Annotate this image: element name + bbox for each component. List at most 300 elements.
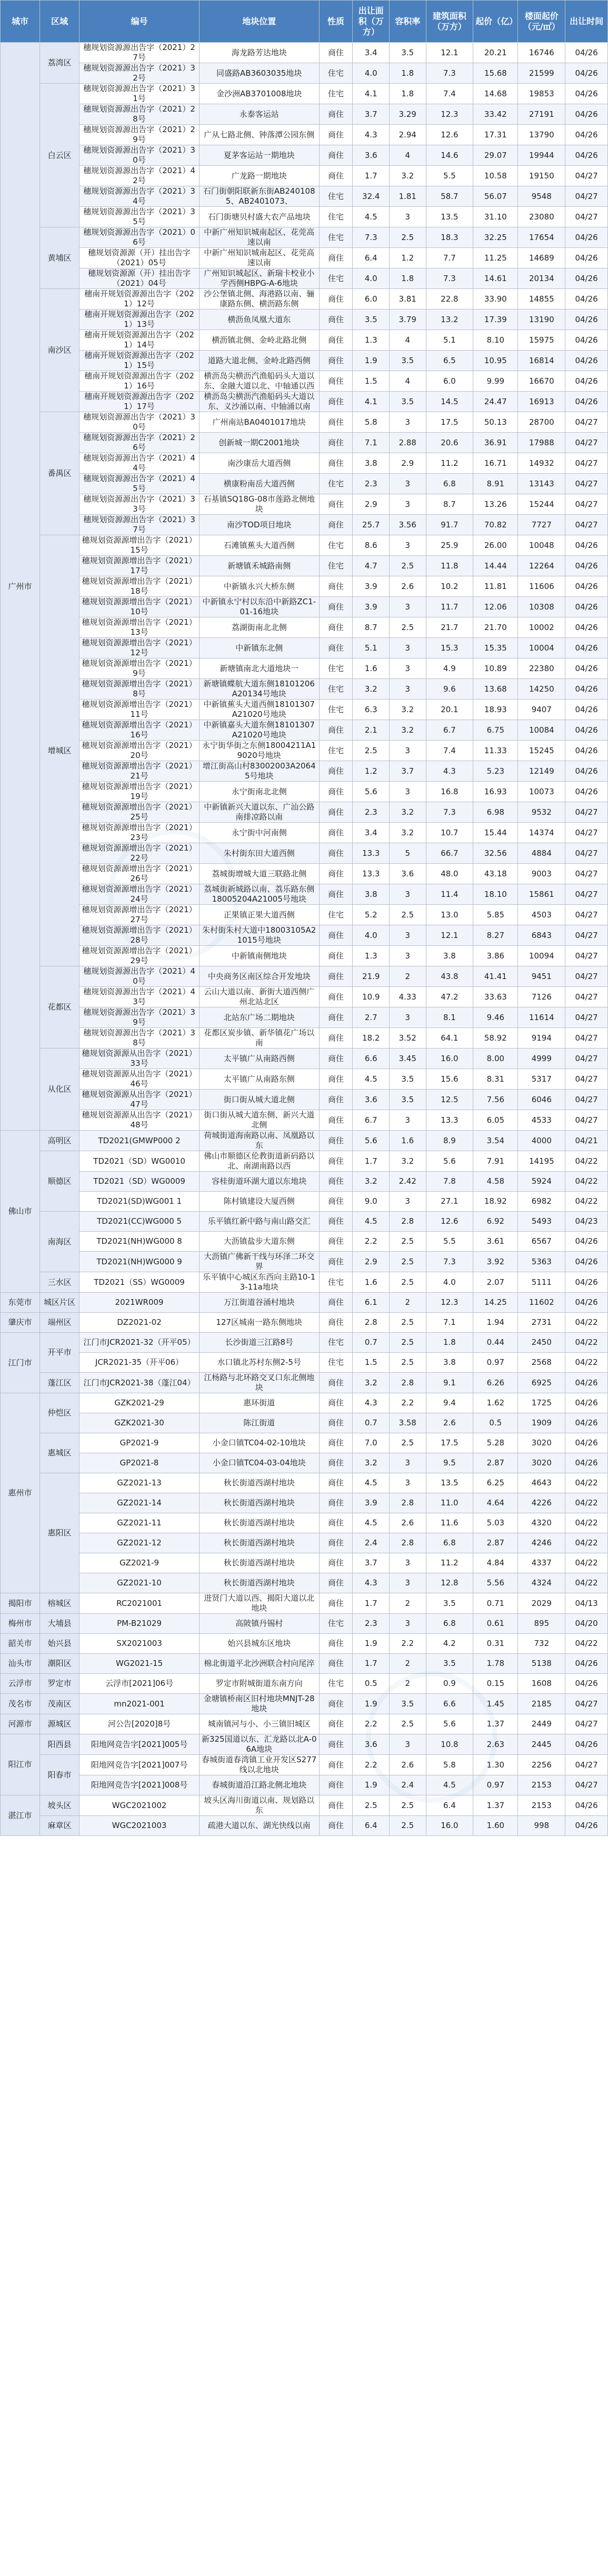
table-row xyxy=(1,1593,608,1614)
start-price-cell: 31.10 xyxy=(473,207,518,227)
city-cell: 广州市 xyxy=(1,43,40,1131)
code-cell: SX2021003 xyxy=(79,1634,200,1654)
far-cell: 2.88 xyxy=(390,433,426,453)
start-price-cell: 17.39 xyxy=(473,309,518,330)
table-row xyxy=(1,289,608,309)
district-cell: 南海区 xyxy=(40,1212,79,1272)
location-cell: 横康粉南岳大道西侧 xyxy=(199,474,319,494)
location-cell: 棉北街道平北沙洲联合村向尾淬 xyxy=(199,1654,319,1674)
date-cell: 04/27 xyxy=(565,946,608,966)
gfa-cell: 25.9 xyxy=(426,535,473,556)
gfa-cell: 12.6 xyxy=(426,125,473,145)
far-cell: 3 xyxy=(390,1734,426,1755)
floor-price-cell: 14374 xyxy=(518,823,565,843)
code-cell: 穗规划资源源出告字（2021）40号 xyxy=(79,966,200,987)
location-cell: 石门街塘贝村盛大农产品地块 xyxy=(199,207,319,227)
floor-price-cell: 16913 xyxy=(518,392,565,412)
table-row xyxy=(1,1131,608,1151)
date-cell: 04/26 xyxy=(565,1373,608,1393)
table-row xyxy=(1,1151,608,1172)
header-location: 地块位置 xyxy=(199,1,319,43)
district-cell: 白云区 xyxy=(40,84,79,227)
date-cell: 04/22 xyxy=(565,1313,608,1333)
type-cell: 商住 xyxy=(319,884,353,905)
floor-price-cell: 2450 xyxy=(518,1333,565,1353)
date-cell: 04/27 xyxy=(565,515,608,535)
table-row xyxy=(1,925,608,946)
date-cell: 04/27 xyxy=(565,494,608,515)
district-cell: 仲恺区 xyxy=(40,1393,79,1433)
date-cell: 04/26 xyxy=(565,638,608,658)
table-row xyxy=(1,268,608,289)
location-cell: 街口街从城大道东侧、新兴大道北侧 xyxy=(199,1110,319,1131)
area-cell: 5.8 xyxy=(353,412,390,433)
district-cell: 增城区 xyxy=(40,535,79,966)
district-cell: 坡头区 xyxy=(40,1795,79,1816)
type-cell: 商住 xyxy=(319,1694,353,1714)
code-cell: 穗规划资源源出告字（2021）34号 xyxy=(79,186,200,207)
start-price-cell: 10.95 xyxy=(473,351,518,371)
gfa-cell: 5.8 xyxy=(426,1755,473,1775)
code-cell: 穗规划资源源从出告字（2021）46号 xyxy=(79,1069,200,1090)
date-cell: 04/13 xyxy=(565,1593,608,1614)
date-cell: 04/22 xyxy=(565,1573,608,1593)
floor-price-cell: 4503 xyxy=(518,905,565,925)
area-cell: 3.5 xyxy=(353,309,390,330)
floor-price-cell: 2185 xyxy=(518,1694,565,1714)
start-price-cell: 4.64 xyxy=(473,1493,518,1513)
far-cell: 2.5 xyxy=(390,1714,426,1734)
table-row xyxy=(1,1090,608,1110)
gfa-cell: 11.7 xyxy=(426,597,473,617)
gfa-cell: 7.8 xyxy=(426,1172,473,1192)
far-cell: 2.5 xyxy=(390,1795,426,1816)
code-cell: 穗规划资源源出告字（2021）28号 xyxy=(79,104,200,125)
type-cell: 商住 xyxy=(319,145,353,166)
date-cell: 04/22 xyxy=(565,1533,608,1553)
code-cell: 穗规划资源源出告字（2021）39号 xyxy=(79,1007,200,1028)
area-cell: 2.2 xyxy=(353,1755,390,1775)
code-cell: 河公告[2020]8号 xyxy=(79,1714,200,1734)
far-cell: 3 xyxy=(390,782,426,802)
code-cell: 穗南开规划资源源出告字（2021）12号 xyxy=(79,289,200,309)
floor-price-cell: 4226 xyxy=(518,1493,565,1513)
start-price-cell: 12.06 xyxy=(473,597,518,617)
table-row xyxy=(1,843,608,864)
location-cell: 水口镇北苏村东侧2-5号 xyxy=(199,1353,319,1373)
table-row xyxy=(1,1293,608,1313)
far-cell: 3 xyxy=(390,474,426,494)
far-cell: 2.8 xyxy=(390,1533,426,1553)
code-cell: 穗规划资源源出告字（2021）42号 xyxy=(79,166,200,186)
gfa-cell: 4.3 xyxy=(426,761,473,782)
table-row xyxy=(1,1069,608,1090)
far-cell: 5 xyxy=(390,843,426,864)
gfa-cell: 12.1 xyxy=(426,925,473,946)
floor-price-cell: 13790 xyxy=(518,125,565,145)
far-cell: 2.8 xyxy=(390,1212,426,1232)
location-cell: 花都区炭步镇、新华镇花广场以南 xyxy=(199,1028,319,1049)
location-cell: 广州南站BA0401017地块 xyxy=(199,412,319,433)
date-cell: 04/26 xyxy=(565,371,608,392)
floor-price-cell: 19944 xyxy=(518,145,565,166)
far-cell: 1.8 xyxy=(390,268,426,289)
table-row xyxy=(1,1795,608,1816)
table-row xyxy=(1,1373,608,1393)
location-cell: 永宁街南北北侧 xyxy=(199,782,319,802)
floor-price-cell: 20134 xyxy=(518,268,565,289)
gfa-cell: 27.1 xyxy=(426,1192,473,1212)
table-row xyxy=(1,864,608,884)
gfa-cell: 5.1 xyxy=(426,330,473,351)
type-cell: 商住 xyxy=(319,1816,353,1836)
area-cell: 7.1 xyxy=(353,433,390,453)
start-price-cell: 6.75 xyxy=(473,720,518,741)
city-cell: 湛江市 xyxy=(1,1795,40,1836)
type-cell: 商住 xyxy=(319,1313,353,1333)
far-cell: 1.2 xyxy=(390,248,426,268)
location-cell: 中新镇蕉头大道西侧18101307A21020号地块 xyxy=(199,700,319,720)
start-price-cell: 9.46 xyxy=(473,1007,518,1028)
code-cell: 穗规划资源源出告字（2021）27号 xyxy=(79,43,200,63)
location-cell: 春城街道春湾镇工业开发区S277线以北地块 xyxy=(199,1755,319,1775)
table-row xyxy=(1,453,608,474)
table-row xyxy=(1,1413,608,1433)
code-cell: TD2021(SD)WG001 1 xyxy=(79,1192,200,1212)
location-cell: 海龙路芳达地块 xyxy=(199,43,319,63)
area-cell: 3.2 xyxy=(353,1453,390,1473)
header-row xyxy=(1,1,608,43)
city-cell: 惠州市 xyxy=(1,1393,40,1593)
area-cell: 6.3 xyxy=(353,700,390,720)
location-cell: 秋长街道西湖村地块 xyxy=(199,1513,319,1533)
district-cell: 茂南区 xyxy=(40,1694,79,1714)
district-cell: 惠城区 xyxy=(40,1433,79,1473)
location-cell: 太平镇广从南路东侧 xyxy=(199,1069,319,1090)
area-cell: 4.5 xyxy=(353,207,390,227)
area-cell: 2.3 xyxy=(353,474,390,494)
gfa-cell: 13.3 xyxy=(426,1110,473,1131)
far-cell: 3.5 xyxy=(390,392,426,412)
code-cell: GZ2021-9 xyxy=(79,1553,200,1573)
area-cell: 1.9 xyxy=(353,351,390,371)
far-cell: 3 xyxy=(390,1614,426,1634)
area-cell: 2.2 xyxy=(353,1232,390,1252)
district-cell: 黄埔区 xyxy=(40,227,79,289)
type-cell: 住宅 xyxy=(319,186,353,207)
table-row xyxy=(1,1513,608,1533)
floor-price-cell: 16746 xyxy=(518,43,565,63)
far-cell: 2 xyxy=(390,966,426,987)
far-cell: 2.8 xyxy=(390,1373,426,1393)
type-cell: 商住 xyxy=(319,1573,353,1593)
far-cell: 2.5 xyxy=(390,1313,426,1333)
location-cell: 127区城南一路东侧地块 xyxy=(199,1313,319,1333)
location-cell: 南沙TOD项目地块 xyxy=(199,515,319,535)
start-price-cell: 8.00 xyxy=(473,1049,518,1069)
area-cell: 13.3 xyxy=(353,843,390,864)
type-cell: 商住 xyxy=(319,987,353,1007)
start-price-cell: 0.31 xyxy=(473,1634,518,1654)
gfa-cell: 5.6 xyxy=(426,1714,473,1734)
start-price-cell: 0.5 xyxy=(473,1413,518,1433)
area-cell: 6.0 xyxy=(353,289,390,309)
district-cell: 荔湾区 xyxy=(40,43,79,84)
type-cell: 商住 xyxy=(319,597,353,617)
table-row xyxy=(1,1816,608,1836)
gfa-cell: 12.3 xyxy=(426,1293,473,1313)
gfa-cell: 18.3 xyxy=(426,227,473,248)
area-cell: 13.3 xyxy=(353,864,390,884)
start-price-cell: 3.61 xyxy=(473,1232,518,1252)
gfa-cell: 7.4 xyxy=(426,84,473,104)
header-type: 性质 xyxy=(319,1,353,43)
area-cell: 0.7 xyxy=(353,1333,390,1353)
table-row xyxy=(1,351,608,371)
area-cell: 1.7 xyxy=(353,1151,390,1172)
area-cell: 3.7 xyxy=(353,104,390,125)
gfa-cell: 47.2 xyxy=(426,987,473,1007)
floor-price-cell: 4533 xyxy=(518,1110,565,1131)
area-cell: 1.2 xyxy=(353,761,390,782)
location-cell: 秋长街道西湖村地块 xyxy=(199,1533,319,1553)
location-cell: 荔湖街南北北侧 xyxy=(199,617,319,638)
area-cell: 6.6 xyxy=(353,1049,390,1069)
location-cell: 北站东广场二期地块 xyxy=(199,1007,319,1028)
table-row xyxy=(1,227,608,248)
header-area: 出让面积（万方） xyxy=(353,1,390,43)
table-row xyxy=(1,597,608,617)
gfa-cell: 17.5 xyxy=(426,412,473,433)
gfa-cell: 12.3 xyxy=(426,104,473,125)
date-cell: 04/26 xyxy=(565,84,608,104)
date-cell: 04/26 xyxy=(565,1413,608,1433)
start-price-cell: 33.42 xyxy=(473,104,518,125)
date-cell: 04/26 xyxy=(565,248,608,268)
location-cell: 疏港大道以东、湖光快线以南 xyxy=(199,1816,319,1836)
far-cell: 3 xyxy=(390,658,426,679)
location-cell: 广从七路北侧、钟落潭公园东侧 xyxy=(199,125,319,145)
code-cell: 穗规划资源源出告字（2021）06号 xyxy=(79,227,200,248)
start-price-cell: 43.18 xyxy=(473,864,518,884)
city-cell: 韶关市 xyxy=(1,1634,40,1654)
floor-price-cell: 5493 xyxy=(518,1212,565,1232)
start-price-cell: 14.44 xyxy=(473,556,518,576)
far-cell: 2.2 xyxy=(390,1634,426,1654)
date-cell: 04/26 xyxy=(565,782,608,802)
location-cell: 罗定市附城街道东南方向 xyxy=(199,1674,319,1694)
type-cell: 商住 xyxy=(319,1453,353,1473)
code-cell: 穗规划资源源增出告字（2021）12号 xyxy=(79,638,200,658)
gfa-cell: 6.5 xyxy=(426,351,473,371)
start-price-cell: 10.58 xyxy=(473,166,518,186)
gfa-cell: 9.6 xyxy=(426,679,473,700)
area-cell: 3.9 xyxy=(353,597,390,617)
start-price-cell: 11.25 xyxy=(473,248,518,268)
code-cell: GZ2021-10 xyxy=(79,1573,200,1593)
gfa-cell: 11.8 xyxy=(426,556,473,576)
date-cell: 04/27 xyxy=(565,453,608,474)
table-row xyxy=(1,1553,608,1573)
date-cell: 04/26 xyxy=(565,1816,608,1836)
far-cell: 3.2 xyxy=(390,700,426,720)
floor-price-cell: 7126 xyxy=(518,987,565,1007)
start-price-cell: 17.31 xyxy=(473,125,518,145)
code-cell: 穗规划资源源增出告字（2021）11号 xyxy=(79,700,200,720)
city-cell: 云浮市 xyxy=(1,1674,40,1694)
far-cell: 3.5 xyxy=(390,43,426,63)
type-cell: 商住 xyxy=(319,1007,353,1028)
area-cell: 1.6 xyxy=(353,658,390,679)
date-cell: 04/22 xyxy=(565,1513,608,1533)
gfa-cell: 43.8 xyxy=(426,966,473,987)
header-far: 容积率 xyxy=(390,1,426,43)
date-cell: 04/26 xyxy=(565,1232,608,1252)
district-cell: 阳春市 xyxy=(40,1755,79,1795)
type-cell: 商住 xyxy=(319,1110,353,1131)
gfa-cell: 64.1 xyxy=(426,1028,473,1049)
gfa-cell: 15.3 xyxy=(426,638,473,658)
floor-price-cell: 16814 xyxy=(518,351,565,371)
header-gfa: 建筑面积（万方） xyxy=(426,1,473,43)
district-cell: 惠阳区 xyxy=(40,1473,79,1593)
date-cell: 04/26 xyxy=(565,1272,608,1293)
start-price-cell: 8.10 xyxy=(473,330,518,351)
far-cell: 3.2 xyxy=(390,1151,426,1172)
gfa-cell: 13.0 xyxy=(426,905,473,925)
start-price-cell: 41.41 xyxy=(473,966,518,987)
code-cell: WG2021-15 xyxy=(79,1654,200,1674)
gfa-cell: 2.6 xyxy=(426,1413,473,1433)
gfa-cell: 4.0 xyxy=(426,1272,473,1293)
start-price-cell: 6.98 xyxy=(473,802,518,823)
district-cell: 蓬江区 xyxy=(40,1373,79,1393)
start-price-cell: 2.87 xyxy=(473,1453,518,1473)
code-cell: TD2021（SS）WG0009 xyxy=(79,1272,200,1293)
date-cell: 04/27 xyxy=(565,1049,608,1069)
code-cell: 穗规划资源源增出告字（2021）28号 xyxy=(79,925,200,946)
far-cell: 3 xyxy=(390,494,426,515)
city-cell: 梅州市 xyxy=(1,1614,40,1634)
type-cell: 商住 xyxy=(319,1090,353,1110)
code-cell: 穗规划资源源增出告字（2021）10号 xyxy=(79,597,200,617)
start-price-cell: 5.23 xyxy=(473,761,518,782)
area-cell: 3.4 xyxy=(353,43,390,63)
far-cell: 3.5 xyxy=(390,351,426,371)
code-cell: 穗规划资源源增出告字（2021）21号 xyxy=(79,761,200,782)
date-cell: 04/26 xyxy=(565,741,608,761)
date-cell: 04/26 xyxy=(565,1433,608,1453)
table-body xyxy=(1,43,608,1836)
far-cell: 2.5 xyxy=(390,617,426,638)
location-cell: 乐平镇中心城区东西向主路10-13-11a地块 xyxy=(199,1272,319,1293)
start-price-cell: 16.93 xyxy=(473,782,518,802)
date-cell: 04/27 xyxy=(565,823,608,843)
city-cell: 汕头市 xyxy=(1,1654,40,1674)
table-row xyxy=(1,186,608,207)
gfa-cell: 8.9 xyxy=(426,1131,473,1151)
table-row xyxy=(1,1533,608,1553)
floor-price-cell: 2153 xyxy=(518,1795,565,1816)
gfa-cell: 7.7 xyxy=(426,248,473,268)
floor-price-cell: 3020 xyxy=(518,1433,565,1453)
table-row xyxy=(1,946,608,966)
type-cell: 住宅 xyxy=(319,1674,353,1694)
gfa-cell: 6.4 xyxy=(426,1795,473,1816)
area-cell: 2.1 xyxy=(353,720,390,741)
date-cell: 04/27 xyxy=(565,1775,608,1795)
far-cell: 3 xyxy=(390,535,426,556)
location-cell: 中新镇新兴大道以东、广汕公路南排凉路以南 xyxy=(199,802,319,823)
table-row xyxy=(1,884,608,905)
start-price-cell: 56.07 xyxy=(473,186,518,207)
gfa-cell: 13.5 xyxy=(426,207,473,227)
type-cell: 商住 xyxy=(319,761,353,782)
date-cell: 04/27 xyxy=(565,925,608,946)
table-row xyxy=(1,474,608,494)
area-cell: 1.9 xyxy=(353,1694,390,1714)
floor-price-cell: 10084 xyxy=(518,720,565,741)
start-price-cell: 0.97 xyxy=(473,1775,518,1795)
code-cell: 穗规划资源源增出告字（2021）9号 xyxy=(79,658,200,679)
floor-price-cell: 4643 xyxy=(518,1473,565,1493)
gfa-cell: 12.1 xyxy=(426,43,473,63)
far-cell: 3.5 xyxy=(390,1069,426,1090)
type-cell: 商住 xyxy=(319,1513,353,1533)
table-row xyxy=(1,1734,608,1755)
type-cell: 商住 xyxy=(319,494,353,515)
date-cell: 04/26 xyxy=(565,617,608,638)
code-cell: 江门市JCR2021-38（蓬江04） xyxy=(79,1373,200,1393)
code-cell: WGC2021003 xyxy=(79,1816,200,1836)
far-cell: 3 xyxy=(390,1007,426,1028)
code-cell: mn2021-001 xyxy=(79,1694,200,1714)
type-cell: 商住 xyxy=(319,1232,353,1252)
type-cell: 商住 xyxy=(319,351,353,371)
location-cell: 进贤门大道以西、揭阳大道以北地块 xyxy=(199,1593,319,1614)
area-cell: 3.7 xyxy=(353,1553,390,1573)
far-cell: 1.8 xyxy=(390,84,426,104)
code-cell: GZ2021-12 xyxy=(79,1533,200,1553)
location-cell: 秋长街道西湖村地块 xyxy=(199,1573,319,1593)
floor-price-cell: 19150 xyxy=(518,166,565,186)
city-cell: 江门市 xyxy=(1,1333,40,1393)
location-cell: 南沙康岳大道西侧 xyxy=(199,453,319,474)
floor-price-cell: 15244 xyxy=(518,494,565,515)
floor-price-cell: 16670 xyxy=(518,371,565,392)
floor-price-cell: 14932 xyxy=(518,453,565,474)
area-cell: 2.3 xyxy=(353,1614,390,1634)
location-cell: 沙公堡镇北侧、海港路以南、骊康路东侧、横沥路东侧 xyxy=(199,289,319,309)
start-price-cell: 5.28 xyxy=(473,1433,518,1453)
table-row xyxy=(1,515,608,535)
gfa-cell: 16.8 xyxy=(426,782,473,802)
type-cell: 商住 xyxy=(319,1433,353,1453)
start-price-cell: 8.31 xyxy=(473,1069,518,1090)
start-price-cell: 18.92 xyxy=(473,1192,518,1212)
area-cell: 4.0 xyxy=(353,925,390,946)
type-cell: 商住 xyxy=(319,43,353,63)
type-cell: 商住 xyxy=(319,1413,353,1433)
far-cell: 3.2 xyxy=(390,720,426,741)
table-row xyxy=(1,1353,608,1373)
type-cell: 商住 xyxy=(319,1795,353,1816)
location-cell: 荔城街增城大道三联路北侧 xyxy=(199,864,319,884)
floor-price-cell: 15245 xyxy=(518,741,565,761)
type-cell: 商住 xyxy=(319,1473,353,1493)
table-row xyxy=(1,494,608,515)
code-cell: 穗规划资源源（开）挂出告字（2021）05号 xyxy=(79,248,200,268)
